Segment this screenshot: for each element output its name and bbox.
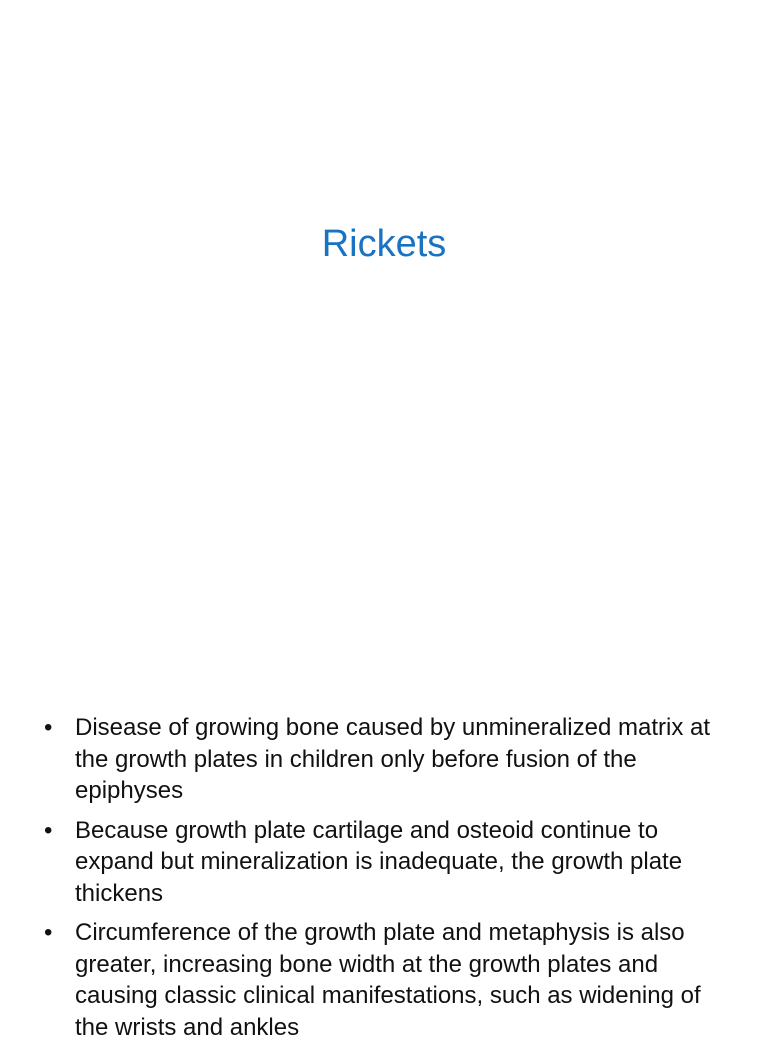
bullet-dot-icon: • bbox=[44, 919, 53, 946]
bullet-dot-icon: • bbox=[44, 816, 53, 844]
bullet-dot-icon: • bbox=[44, 714, 53, 741]
slide-title: Rickets bbox=[321, 223, 447, 265]
bullet-item bbox=[40, 815, 740, 910]
bullet-text: Disease of growing bone caused by unmineralized matrix at the growth plates in children only before fusion of the epiphyses bbox=[75, 714, 711, 804]
bullet-item bbox=[40, 917, 740, 1043]
bullet-text: Because growth plate cartilage and osteoid continue to expand but mineralization is inadequate, the growth plate thickens bbox=[75, 816, 683, 907]
bullet-text: Circumference of the growth plate and metaphysis is also greater, increasing bone width at the growth plates and causing classic clinical manifestations, such as widening of the wrists and ankles bbox=[75, 919, 701, 1041]
bullet-list bbox=[40, 712, 740, 1051]
bullet-item bbox=[40, 712, 740, 807]
